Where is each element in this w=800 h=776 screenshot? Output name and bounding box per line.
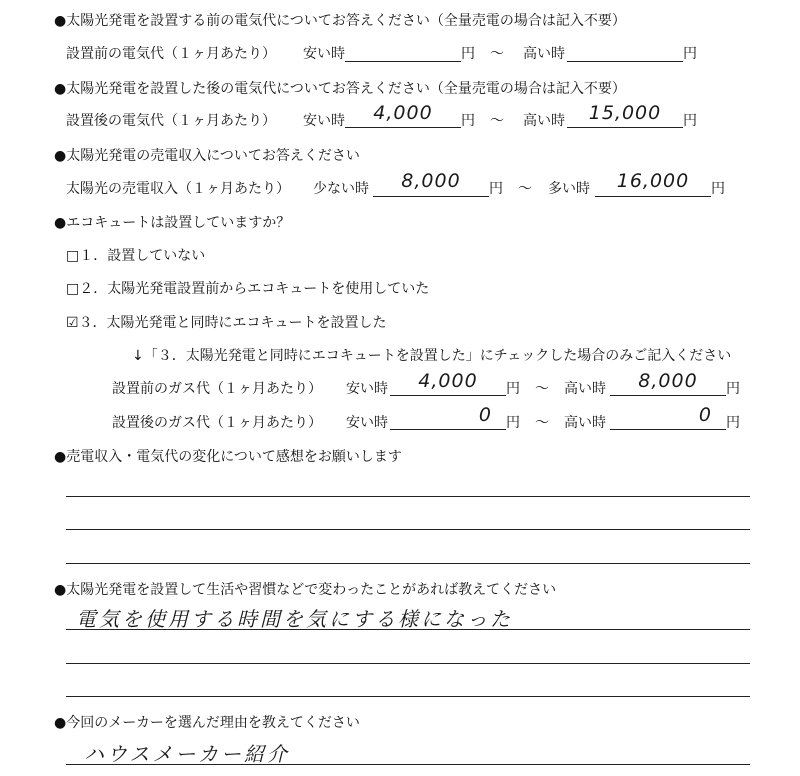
answer-line[interactable]: [66, 696, 750, 697]
gas-after-high-field[interactable]: 0: [610, 404, 726, 430]
gas-before-low-field[interactable]: 4,000: [390, 370, 506, 396]
yen-label: 円: [461, 113, 475, 129]
tilde-label: ～: [490, 113, 504, 129]
answer-line[interactable]: [66, 563, 750, 564]
yen-label: 円: [506, 415, 520, 431]
q3-title: ●太陽光発電の売電収入についてお答えください: [54, 148, 360, 164]
q7-title: ●今回のメーカーを選んだ理由を教えてください: [54, 715, 360, 731]
yen-label: 円: [711, 181, 725, 197]
answer-line[interactable]: [66, 496, 750, 497]
gas-before-label: 設置前のガス代（１ヶ月あたり）: [112, 381, 322, 397]
q4-option-2[interactable]: □２．太陽光発電設置前からエコキュートを使用していた: [66, 281, 430, 297]
q6-answer: 電気を使用する時間を気にする様になった: [76, 607, 513, 631]
q1-high-label: 高い時: [523, 46, 565, 62]
q3-high-field[interactable]: 16,000: [595, 170, 711, 197]
q3-label: 太陽光の売電収入（１ヶ月あたり）: [66, 181, 290, 197]
yen-label: 円: [683, 46, 697, 62]
q1-label: 設置前の電気代（１ヶ月あたり）: [66, 46, 276, 62]
gas-before-high-field[interactable]: 8,000: [610, 370, 726, 396]
q1-low-field[interactable]: [345, 40, 461, 62]
gas-after-label: 設置後のガス代（１ヶ月あたり）: [112, 415, 322, 431]
q2-low-field[interactable]: 4,000: [345, 102, 461, 128]
q6-title: ●太陽光発電を設置して生活や習慣などで変わったことがあれば教えてください: [54, 582, 557, 598]
yen-label: 円: [726, 415, 740, 431]
q3-high-label: 多い時: [548, 181, 590, 197]
checkbox-checked-icon[interactable]: ☑: [66, 315, 79, 331]
checkbox-icon[interactable]: □: [66, 248, 80, 264]
q4-note: ↓「３．太陽光発電と同時にエコキュートを設置した」にチェックした場合のみご記入ください: [132, 348, 732, 364]
q3-low-label: 少ない時: [313, 181, 369, 197]
yen-label: 円: [683, 113, 697, 129]
yen-label: 円: [461, 46, 475, 62]
q4-option-1[interactable]: □１．設置していない: [66, 248, 206, 264]
q4-option-3[interactable]: ☑３．太陽光発電と同時にエコキュートを設置した: [66, 315, 387, 331]
q1-title: ●太陽光発電を設置する前の電気代についてお答えください（全量売電の場合は記入不要）: [54, 13, 626, 29]
gas-before-high-label: 高い時: [564, 381, 606, 397]
checkbox-icon[interactable]: □: [66, 281, 80, 297]
q2-low-label: 安い時: [303, 113, 345, 129]
q2-high-label: 高い時: [523, 113, 565, 129]
q2-title: ●太陽光発電を設置した後の電気代についてお答えください（全量売電の場合は記入不要）: [54, 81, 626, 97]
gas-after-high-label: 高い時: [564, 415, 606, 431]
q4-title: ●エコキュートは設置していますか？: [54, 215, 291, 231]
gas-after-low-label: 安い時: [346, 415, 388, 431]
gas-before-low-label: 安い時: [346, 381, 388, 397]
answer-line[interactable]: [66, 663, 750, 664]
tilde-label: ～: [535, 415, 549, 431]
tilde-label: ～: [490, 46, 504, 62]
answer-line[interactable]: [66, 529, 750, 530]
answer-line[interactable]: [66, 764, 750, 765]
q2-label: 設置後の電気代（１ヶ月あたり）: [66, 113, 276, 129]
answer-line[interactable]: [66, 629, 750, 630]
q2-high-field[interactable]: 15,000: [567, 102, 683, 128]
q3-low-field[interactable]: 8,000: [373, 170, 489, 197]
q7-answer: ハウスメーカー紹介: [84, 742, 290, 766]
q5-title: ●売電収入・電気代の変化について感想をお願いします: [54, 449, 402, 465]
yen-label: 円: [726, 381, 740, 397]
q1-high-field[interactable]: [567, 40, 683, 62]
yen-label: 円: [489, 181, 503, 197]
gas-after-low-field[interactable]: 0: [390, 404, 506, 430]
tilde-label: ～: [535, 381, 549, 397]
yen-label: 円: [506, 381, 520, 397]
q1-low-label: 安い時: [303, 46, 345, 62]
tilde-label: ～: [518, 181, 532, 197]
